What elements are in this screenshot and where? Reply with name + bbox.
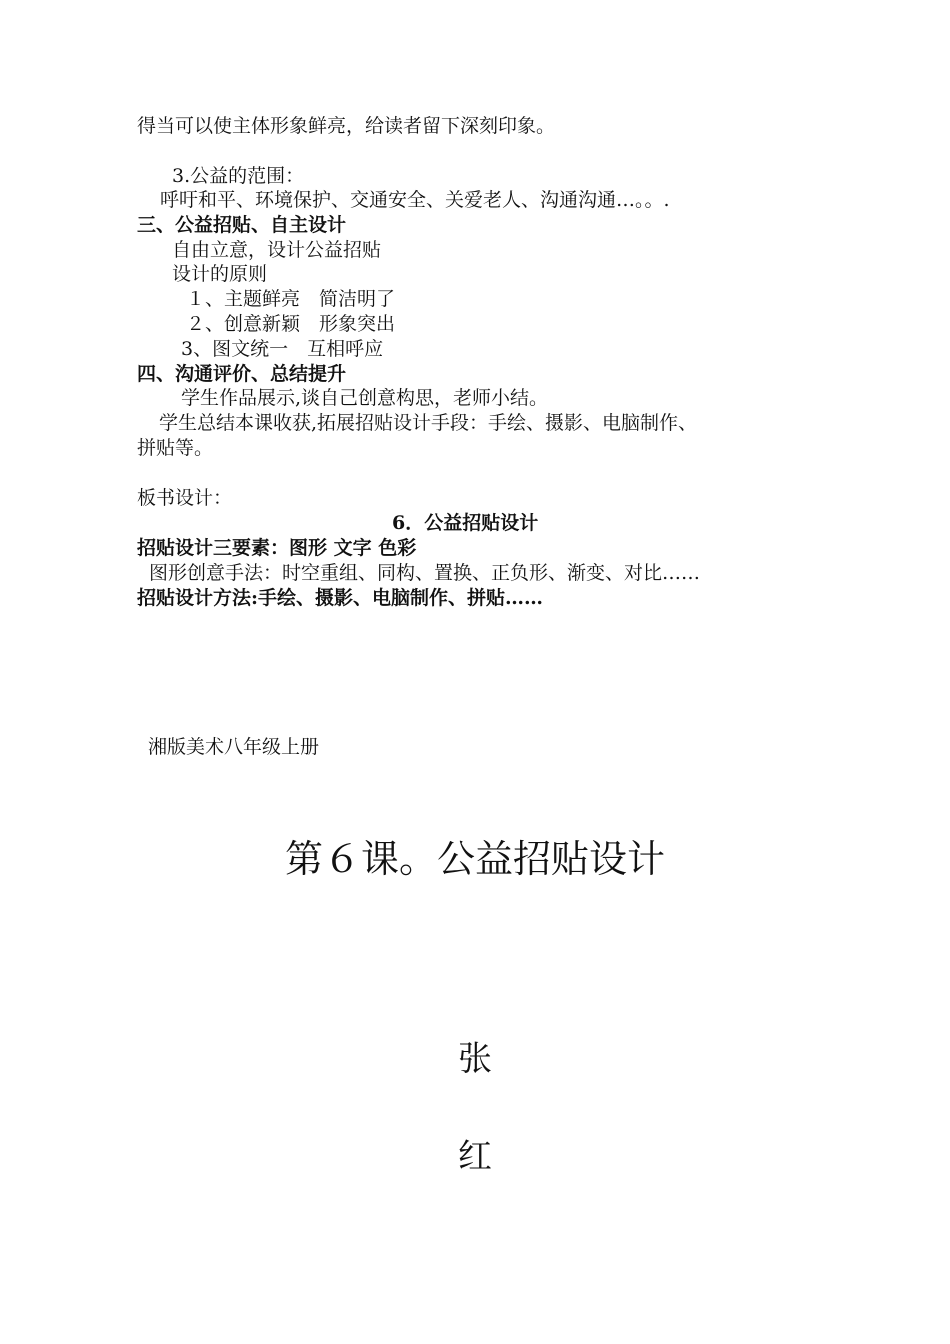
cover-author-char: 张 [458,1039,492,1079]
section-heading: 三、公益招贴、自主设计 [137,214,347,236]
list-item: １、主题鲜亮 简洁明了 [186,288,396,310]
paragraph-line: 自由立意，设计公益招贴 [172,239,382,261]
cover-subtitle: 湘版美术八年级上册 [148,736,320,758]
blackboard-line: 招贴设计方法:手绘、摄影、电脑制作、拼贴…… [137,587,544,609]
list-item: ２、创意新颖 形象突出 [186,313,396,335]
blackboard-heading: 板书设计： [137,487,233,509]
blackboard-line: 招贴设计三要素：图形 文字 色彩 [137,537,417,559]
blackboard-line: 图形创意手法：时空重组、同构、置换、正负形、渐变、对比…… [149,562,701,584]
paragraph-line: 得当可以使主体形象鲜亮，给读者留下深刻印象。 [137,115,556,137]
paragraph-line: 学生作品展示,谈自己创意构思，老师小结。 [181,387,549,409]
section-heading: 3.公益的范围： [172,165,305,187]
paragraph-line: 设计的原则 [172,263,268,285]
list-item: 3、图文统一 互相呼应 [181,338,384,360]
cover-author-char: 红 [458,1137,492,1177]
blackboard-title: 6．公益招贴设计 [392,512,539,534]
section-heading: 四、沟通评价、总结提升 [137,363,347,385]
paragraph-line: 学生总结本课收获,拓展招贴设计手段：手绘、摄影、电脑制作、 [159,412,698,434]
paragraph-line: 呼吁和平、环境保护、交通安全、关爱老人、沟通沟通…。。. [160,189,670,211]
paragraph-line: 拼贴等。 [137,437,214,459]
cover-title: 第６课。公益招贴设计 [284,837,665,881]
